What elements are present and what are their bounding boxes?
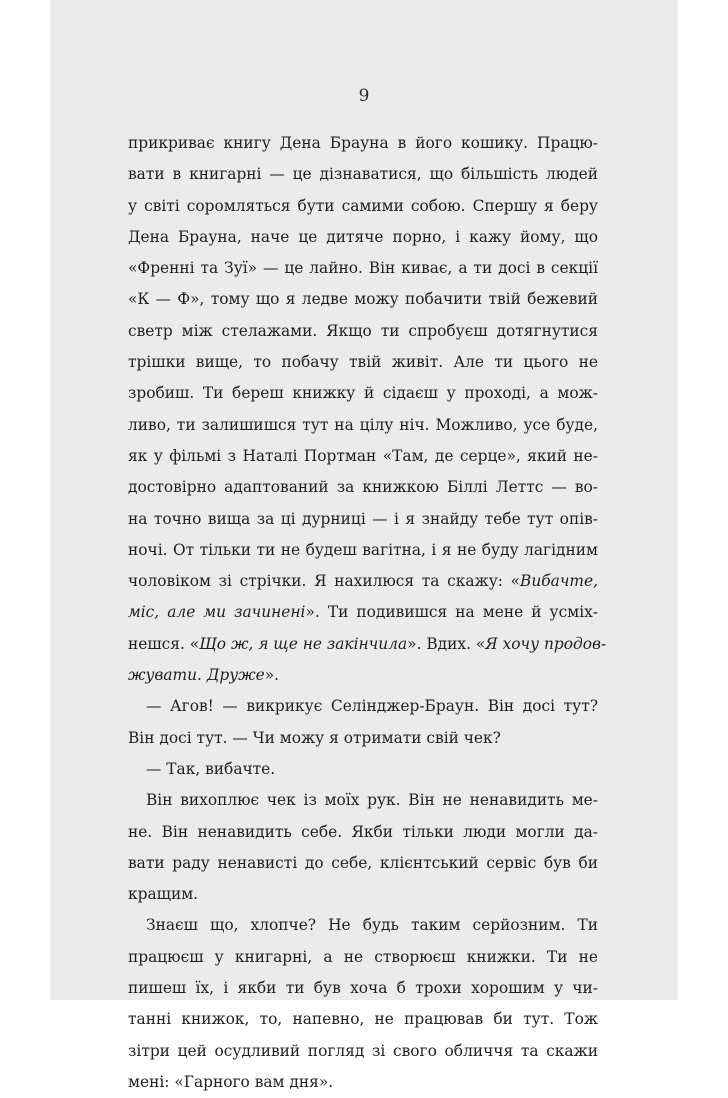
text-line: на точно вища за ці дурниці — і я знайду тебе тут опів- — [128, 509, 598, 528]
text-line: трішки вище, то побачу твій живіт. Але ти цього не — [128, 353, 598, 372]
text-line: Він досі тут. — Чи можу я отримати свій чек? — [128, 728, 501, 747]
text-line: танні книжок, то, напевно, не працював би тут. Тож — [128, 1010, 598, 1029]
text-line: мені: «Гарного вам дня». — [128, 1072, 334, 1091]
text-line: не. Він ненавидить себе. Якби тільки люди могли да- — [128, 822, 598, 841]
text-line — [128, 566, 598, 597]
text-line: вати раду ненависті до себе, клієнтський сервіс був би — [128, 853, 598, 872]
text-run: нешся. « — [128, 634, 200, 653]
text-run: ». Ти подивишся на мене й усміх- — [305, 603, 598, 622]
body-text — [128, 128, 607, 1098]
text-line: вати в книгарні — це дізнаватися, що більшість людей — [128, 165, 598, 184]
book-page — [50, 0, 678, 1091]
italic-text: Я хочу продов- — [485, 634, 607, 653]
text-line — [128, 629, 607, 660]
text-line: кращим. — [128, 885, 199, 904]
text-line: як у фільмі з Наталі Портман «Там, де серце», який не- — [128, 446, 598, 465]
italic-text: Вибачте, — [520, 572, 598, 591]
text-line: ливо, ти залишишся тут на цілу ніч. Можливо, усе буде, — [128, 415, 598, 434]
text-line: Він вихоплює чек із моїх рук. Він не ненавидить ме- — [146, 791, 598, 810]
text-line: «К — Ф», тому що я ледве можу побачити твій бежевий — [128, 290, 598, 309]
text-line: «Френні та Зуї» — це лайно. Він киває, а ти досі в секції — [128, 259, 598, 278]
text-line — [128, 597, 598, 628]
text-line: Знаєш що, хлопче? Не будь таким серйозним. Ти — [146, 916, 598, 935]
text-line: у світі соромляться бути самими собою. Спершу я беру — [128, 196, 598, 215]
text-line: достовірно адаптований за книжкою Біллі Леттс — во- — [128, 478, 598, 497]
text-line: светр між стелажами. Якщо ти спробуєш дотягнутися — [128, 321, 598, 340]
text-line: ночі. От тільки ти не будеш вагітна, і я не буду лагідним — [128, 540, 598, 559]
text-line: — Так, вибачте. — [146, 759, 276, 778]
text-run: чоловіком зі стрічки. Я нахилюся та скажу: « — [128, 572, 521, 591]
text-run: ». Вдих. « — [407, 634, 486, 653]
italic-text: Що ж, я ще не закінчила — [199, 634, 408, 653]
text-line: пишеш їх, і якби ти був хоча б трохи хорошим у чи- — [128, 979, 598, 998]
text-line — [128, 660, 598, 691]
italic-text: жувати. Друже — [128, 666, 265, 685]
text-line: працюєш у книгарні, а не створюєш книжки. Ти не — [128, 947, 598, 966]
italic-text: міс, але ми зачинені — [128, 603, 306, 622]
page-number: 9 — [358, 86, 370, 106]
text-line: зітри цей осудливий погляд зі свого обличчя та скажи — [128, 1041, 598, 1060]
text-line: Дена Брауна, наче це дитяче порно, і кажу йому, що — [128, 227, 598, 246]
text-line: — Агов! — викрикує Селінджер-Браун. Він досі тут? — [146, 697, 598, 716]
text-line: зробиш. Ти береш книжку й сідаєш у проході, а мож- — [128, 384, 598, 403]
text-line: прикриває книгу Дена Брауна в його кошику. Працю- — [128, 134, 598, 152]
text-run: ». — [264, 666, 280, 685]
